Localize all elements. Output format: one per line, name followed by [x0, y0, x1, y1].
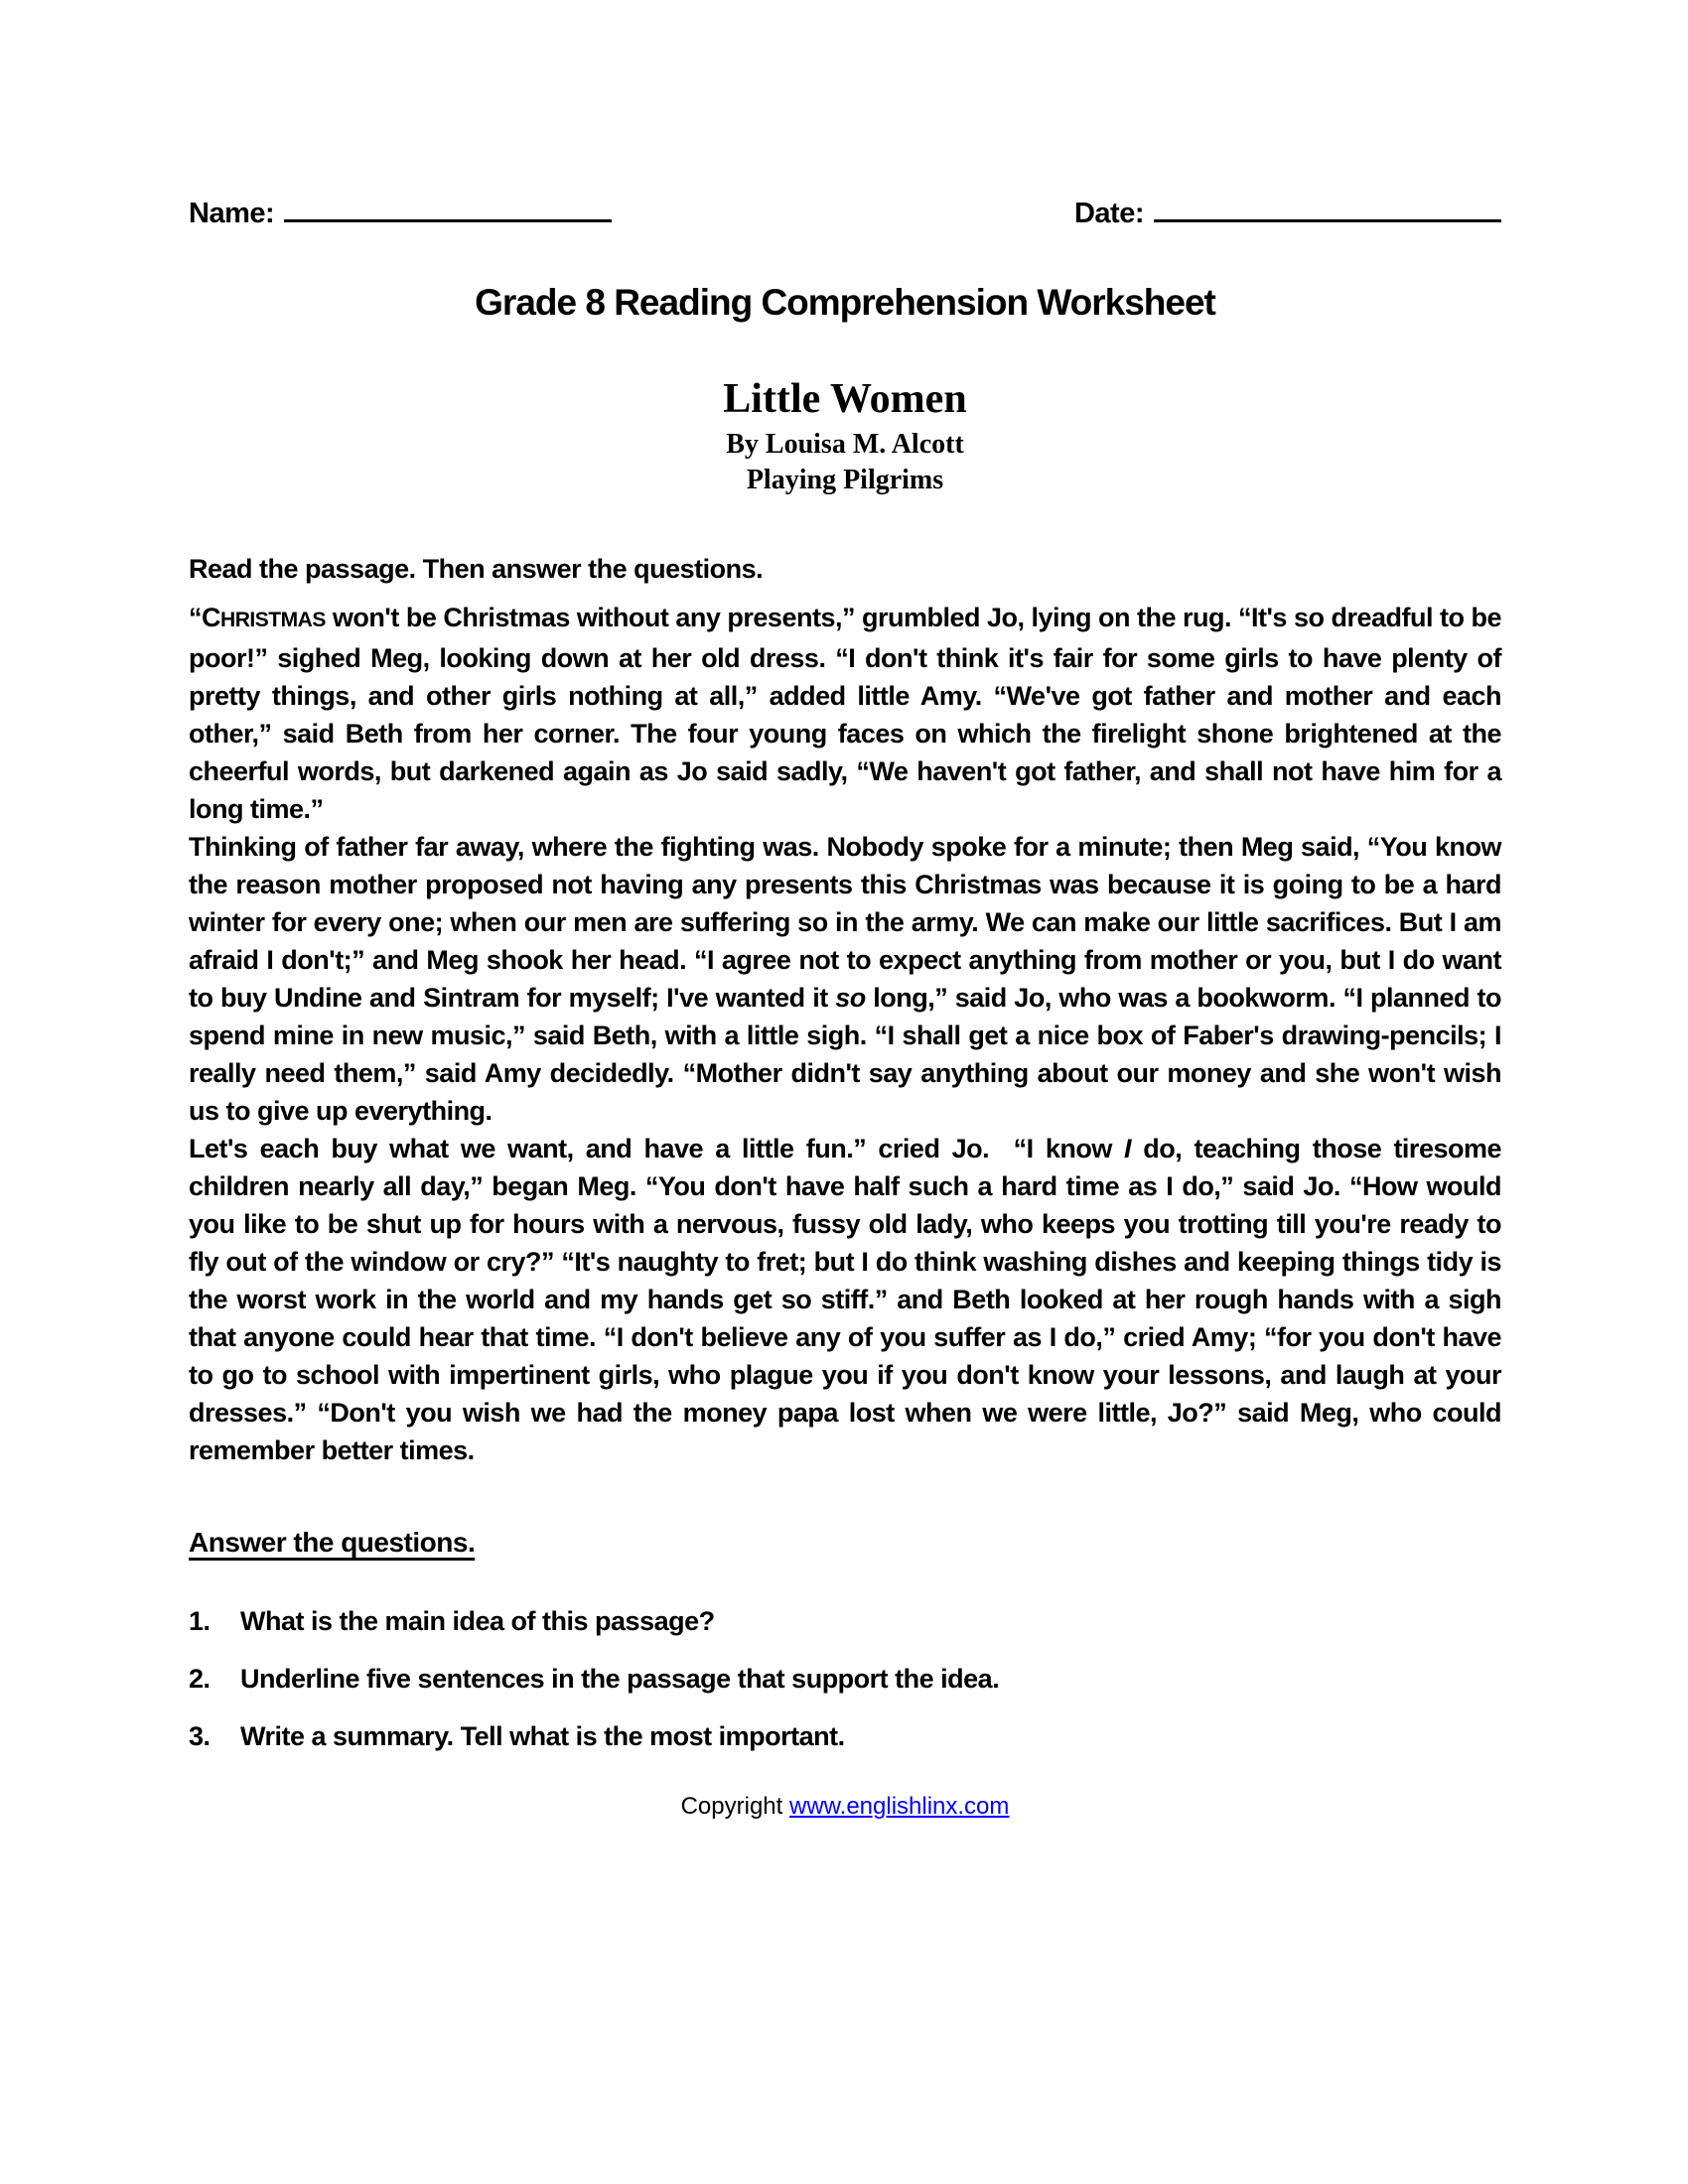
passage-chapter: Playing Pilgrims	[746, 465, 944, 495]
footer	[189, 1793, 1501, 1821]
questions-list	[189, 1604, 1501, 1753]
date-label: Date:	[1073, 198, 1144, 229]
passage	[189, 599, 1509, 1469]
passage-title: Little Women	[723, 376, 967, 422]
question-number: 3.	[189, 1721, 211, 1751]
passage-paragraph: “CHRISTMAS won't be Christmas without any presents,” grumbled Jo, lying on the rug. “It's so dreadful to be poor!” sighed Meg, looking down at her old dress. “I don't think it's fair for some girls to have plenty of pretty things, and other girls nothing at all,” added little Amy. “We've got father and mother and each other,” said Beth from her corner. The four young faces on which the firelight shone brightened at the cheerful words, but darkened again as Jo said sadly, “We haven't got father, and shall not have him for a long time.”	[189, 603, 1509, 824]
page-title: Grade 8 Reading Comprehension Worksheet	[475, 282, 1215, 323]
question-number: 1.	[189, 1606, 211, 1636]
passage-paragraph: Thinking of father far away, where the fighting was. Nobody spoke for a minute; then Meg said, “You know the reason mother proposed not having any presents this Christmas was because it is going to be a hard winter for every one; when our men are suffering so in the army. We can make our little sacrifices. But I am afraid I don't;” and Meg shook her head. “I agree not to expect anything from mother or you, but I do want to buy Undine and Sintram for myself; I've wanted it so long,” said Jo, who was a bookworm. “I planned to spend mine in new music,” said Beth, with a little sigh. “I shall get a nice box of Faber's drawing-pencils; I really need them,” said Amy decidedly. “Mother didn't say anything about our money and she won't wish us to give up everything.	[189, 832, 1509, 1126]
question-text: What is the main idea of this passage?	[240, 1606, 715, 1636]
answer-section-heading: Answer the questions.	[189, 1527, 476, 1558]
question-item	[189, 1604, 1501, 1638]
date-blank-line	[1154, 191, 1501, 222]
name-label: Name:	[189, 198, 275, 229]
question-text: Write a summary. Tell what is the most important.	[240, 1721, 845, 1751]
question-item	[189, 1719, 1501, 1753]
copyright-label: Copyright	[680, 1793, 789, 1820]
name-field-group	[189, 191, 612, 230]
instruction-text: Read the passage. Then answer the questions.	[189, 554, 764, 584]
passage-author: By Louisa M. Alcott	[726, 429, 964, 460]
header-row	[189, 191, 1501, 230]
question-item	[189, 1662, 1501, 1696]
name-blank-line	[284, 191, 612, 222]
question-text: Underline five sentences in the passage that support the idea.	[240, 1664, 1000, 1694]
question-number: 2.	[189, 1664, 211, 1694]
date-field-group	[1074, 191, 1501, 230]
passage-paragraph: Let's each buy what we want, and have a little fun.” cried Jo. “I know I do, teaching those tiresome children nearly all day,” began Meg. “You don't have half such a hard time as I do,” said Jo. “How would you like to be shut up for hours with a nervous, fussy old lady, who keeps you trotting till you're ready to fly out of the window or cry?” “It's naughty to fret; but I do think washing dishes and keeping things tidy is the worst work in the world and my hands get so stiff.” and Beth looked at her rough hands with a sigh that anyone could hear that time. “I don't believe any of you suffer as I do,” cried Amy; “for you don't have to go to school with impertinent girls, who plague you if you don't know your lessons, and laugh at your dresses.” “Don't you wish we had the money papa lost when we were little, Jo?” said Meg, who could remember better times.	[189, 1134, 1509, 1465]
footer-link[interactable]: www.englishlinx.com	[788, 1793, 1010, 1820]
